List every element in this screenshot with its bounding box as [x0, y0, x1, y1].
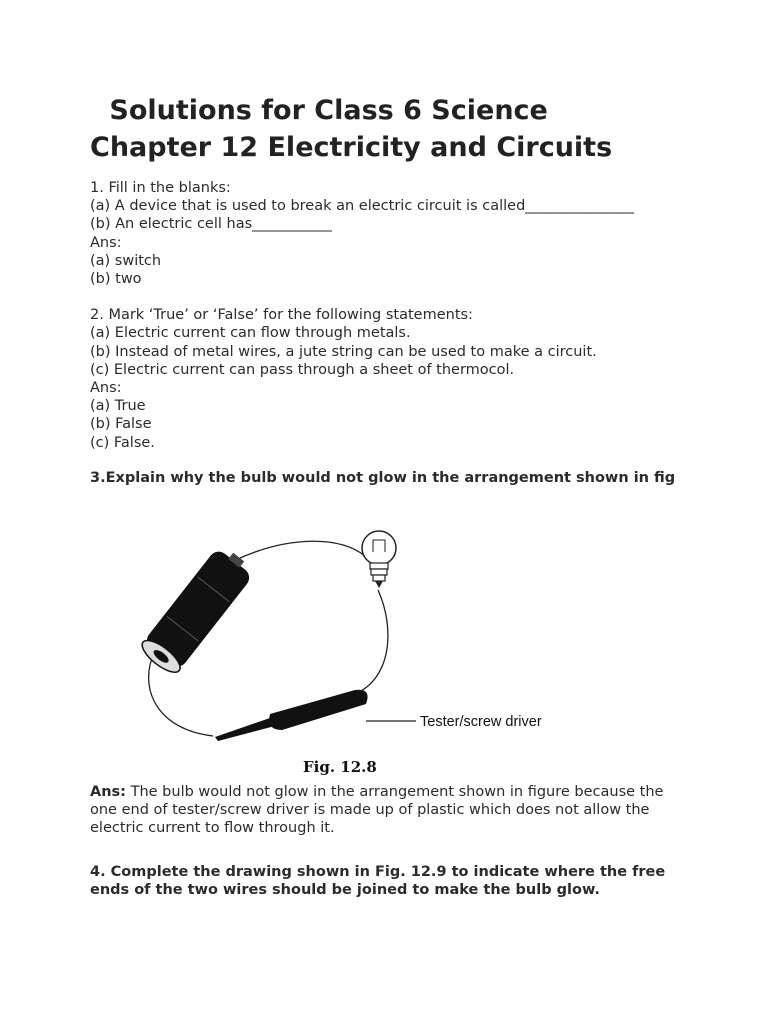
q2-ans-a: (a) True — [90, 398, 146, 415]
q2-ans-b: (b) False — [90, 416, 152, 433]
q2-text: 2. Mark ‘True’ or ‘False’ for the following statements: — [90, 307, 473, 324]
page-title — [90, 92, 690, 166]
q4-text: 4. Complete the drawing shown in Fig. 12.9 to indicate where the free ends of the two wires should be joined to make the bulb glow. — [90, 864, 666, 899]
q2-ans-c: (c) False. — [90, 434, 155, 451]
q1-text: 1. Fill in the blanks: — [90, 180, 231, 196]
q3-ans-label: Ans: — [90, 784, 126, 800]
q2-part-a: (a) Electric current can flow through metals. — [90, 325, 411, 342]
figure-caption: Fig. 12.8 — [303, 758, 377, 776]
q1-part-b: (b) An electric cell has___________ — [90, 216, 332, 233]
tester-label: Tester/screw driver — [420, 714, 542, 730]
q1-ans-label: Ans: — [90, 234, 122, 251]
q2-ans-label: Ans: — [90, 380, 122, 397]
content — [90, 92, 690, 487]
q3-answer — [90, 783, 690, 838]
q1-ans-a: (a) switch — [90, 252, 162, 269]
q2-part-b: (b) Instead of metal wires, a jute string can be used to make a circuit. — [90, 343, 597, 360]
q2-part-c: (c) Electric current can pass through a sheet of thermocol. — [90, 361, 515, 378]
circuit-figure — [0, 518, 768, 780]
q1-part-a: (a) A device that is used to break an electric circuit is called_______________ — [90, 198, 635, 215]
bulb-icon — [362, 531, 396, 588]
q3-text: 3.Explain why the bulb would not glow in the arrangement shown in fig — [90, 469, 676, 486]
wire-right — [355, 590, 388, 694]
wire-left — [149, 658, 213, 736]
title-line-1: Solutions for Class 6 Science — [100, 95, 548, 126]
battery-icon — [137, 543, 256, 678]
question-1 — [90, 179, 690, 288]
title-line-2: Chapter 12 Electricity and Circuits — [90, 132, 613, 163]
q3-answer-text: The bulb would not glow in the arrangement shown in figure because the one end of tester/screw driver is made up of plastic which does not allow the electric current to flow through it. — [90, 784, 664, 837]
screwdriver-icon — [215, 690, 368, 741]
q1-ans-b: (b) two — [90, 271, 142, 288]
wire-top — [240, 541, 365, 558]
question-2 — [90, 306, 690, 452]
